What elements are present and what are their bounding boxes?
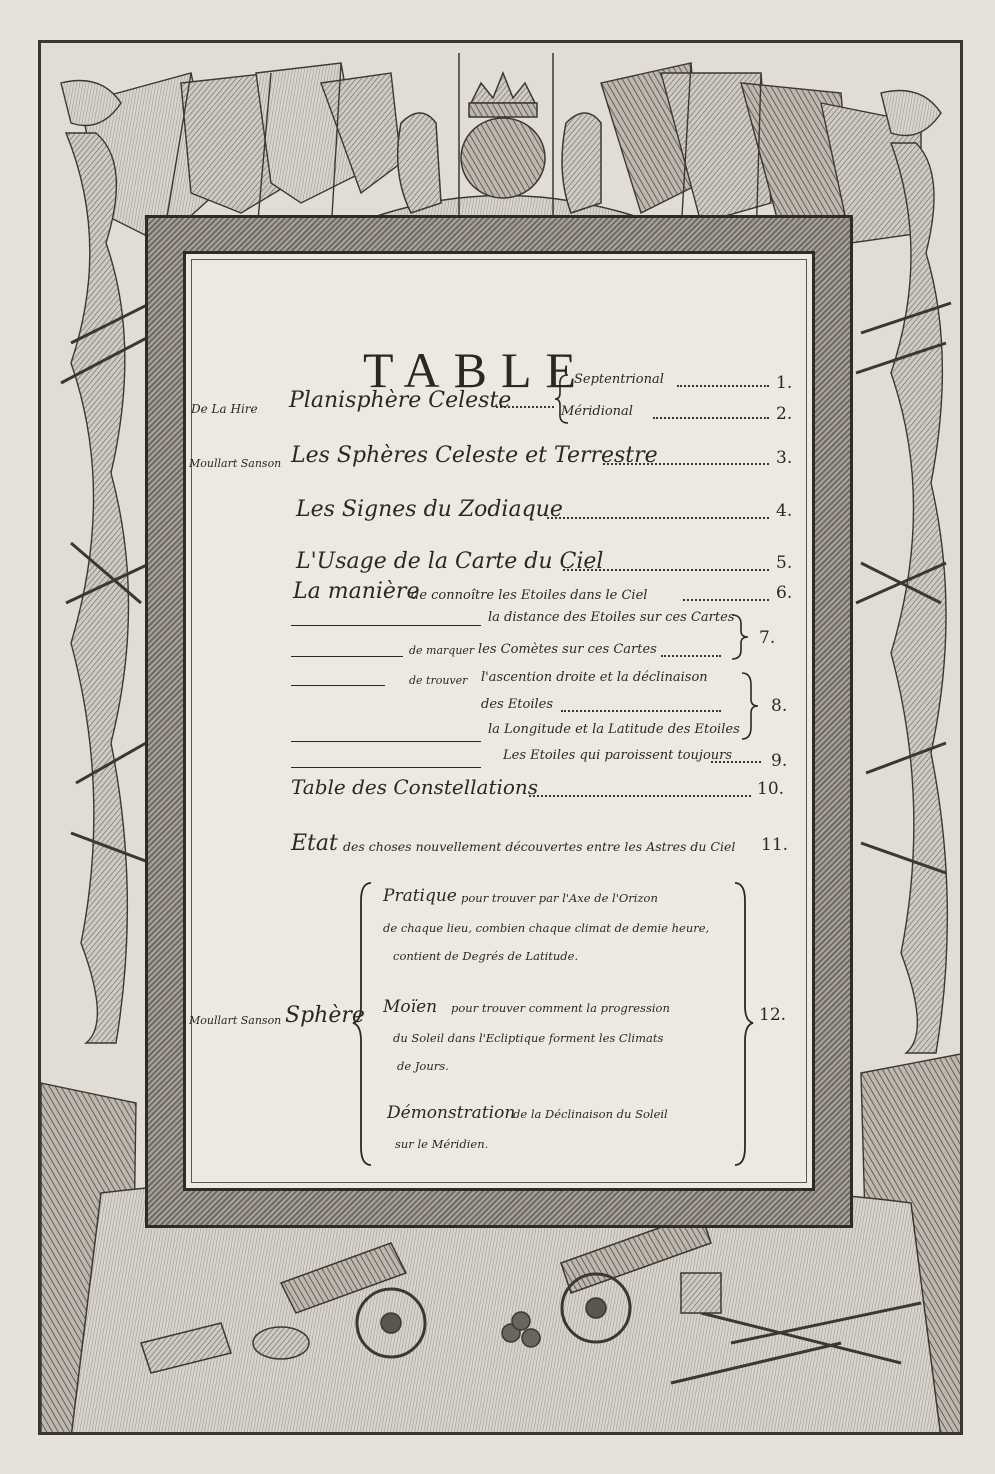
entry-sphere: Sphère [285,1003,365,1028]
prefix-de-marquer: de marquer [409,644,475,657]
entry-maniere-desc: de connoître les Etoiles dans le Ciel [411,588,648,603]
brace-12-right [731,881,755,1167]
num-8: 8. [771,696,788,716]
pratique-title: Pratique [383,886,457,906]
entry-longitude: la Longitude et la Latitude des Etoiles [488,722,740,737]
num-6: 6. [776,583,793,603]
engraved-plate [38,40,963,1435]
num-11: 11. [761,835,789,855]
entry-maniere: La manière [293,579,420,604]
num-9: 9. [771,751,788,771]
author-de-la-hire: De La Hire [191,402,258,416]
entry-planisphere: Planisphère Celeste [289,388,512,413]
entry-ascension: l'ascention droite et la déclinaison [481,670,708,685]
entry-cometes: les Comètes sur ces Cartes [478,642,657,657]
demonstration-line2: sur le Méridien. [395,1137,489,1151]
num-7: 7. [759,628,776,648]
num-3: 3. [776,448,793,468]
entry-etat: Etat [291,831,338,856]
entry-distance: la distance des Etoiles sur ces Cartes [488,610,735,625]
sub-septentrional: Septentrional [574,372,664,387]
pratique-line3: contient de Degrés de Latitude. [393,949,579,963]
moien-title: Moïen [383,997,438,1017]
demonstration-title: Démonstration [387,1103,516,1123]
demonstration-line1: de la Déclinaison du Soleil [513,1107,668,1121]
brace-7 [729,613,751,661]
royal-crest [371,53,641,239]
moien-line3: de Jours. [397,1059,449,1073]
brace-12-left [351,881,375,1167]
pratique-line1: pour trouver par l'Axe de l'Orizon [461,891,658,905]
moien-line1: pour trouver comment la progression [451,1001,670,1015]
num-4: 4. [776,501,793,521]
num-12: 12. [759,1005,787,1025]
brace-8 [739,671,761,741]
entry-etat-desc: des choses nouvellement découvertes entre les Astres du Ciel [343,839,736,854]
num-1: 1. [776,373,793,393]
num-2: 2. [776,404,793,424]
num-10: 10. [757,779,785,799]
pratique-line2: de chaque lieu, combien chaque climat de demie heure, [383,921,710,935]
num-5: 5. [776,553,793,573]
entry-etoiles-toujours: Les Etoiles qui paroissent toujours [503,748,733,763]
entry-zodiaque: Les Signes du Zodiaque [296,497,563,522]
entry-table-constellations: Table des Constellations [291,775,539,799]
author-moullart-sanson-2: Moullart Sanson [189,1014,282,1027]
author-moullart-sanson: Moullart Sanson [189,457,282,470]
moien-line2: du Soleil dans l'Ecliptique forment les Climats [393,1031,664,1045]
entry-ascension-cont: des Etoiles [481,697,554,712]
prefix-de-trouver: de trouver [409,674,468,687]
page-title: TABLE [363,342,591,398]
sub-meridional: Méridional [561,404,633,419]
entry-spheres: Les Sphères Celeste et Terrestre [291,443,658,468]
entry-usage-carte: L'Usage de la Carte du Ciel [296,549,604,574]
